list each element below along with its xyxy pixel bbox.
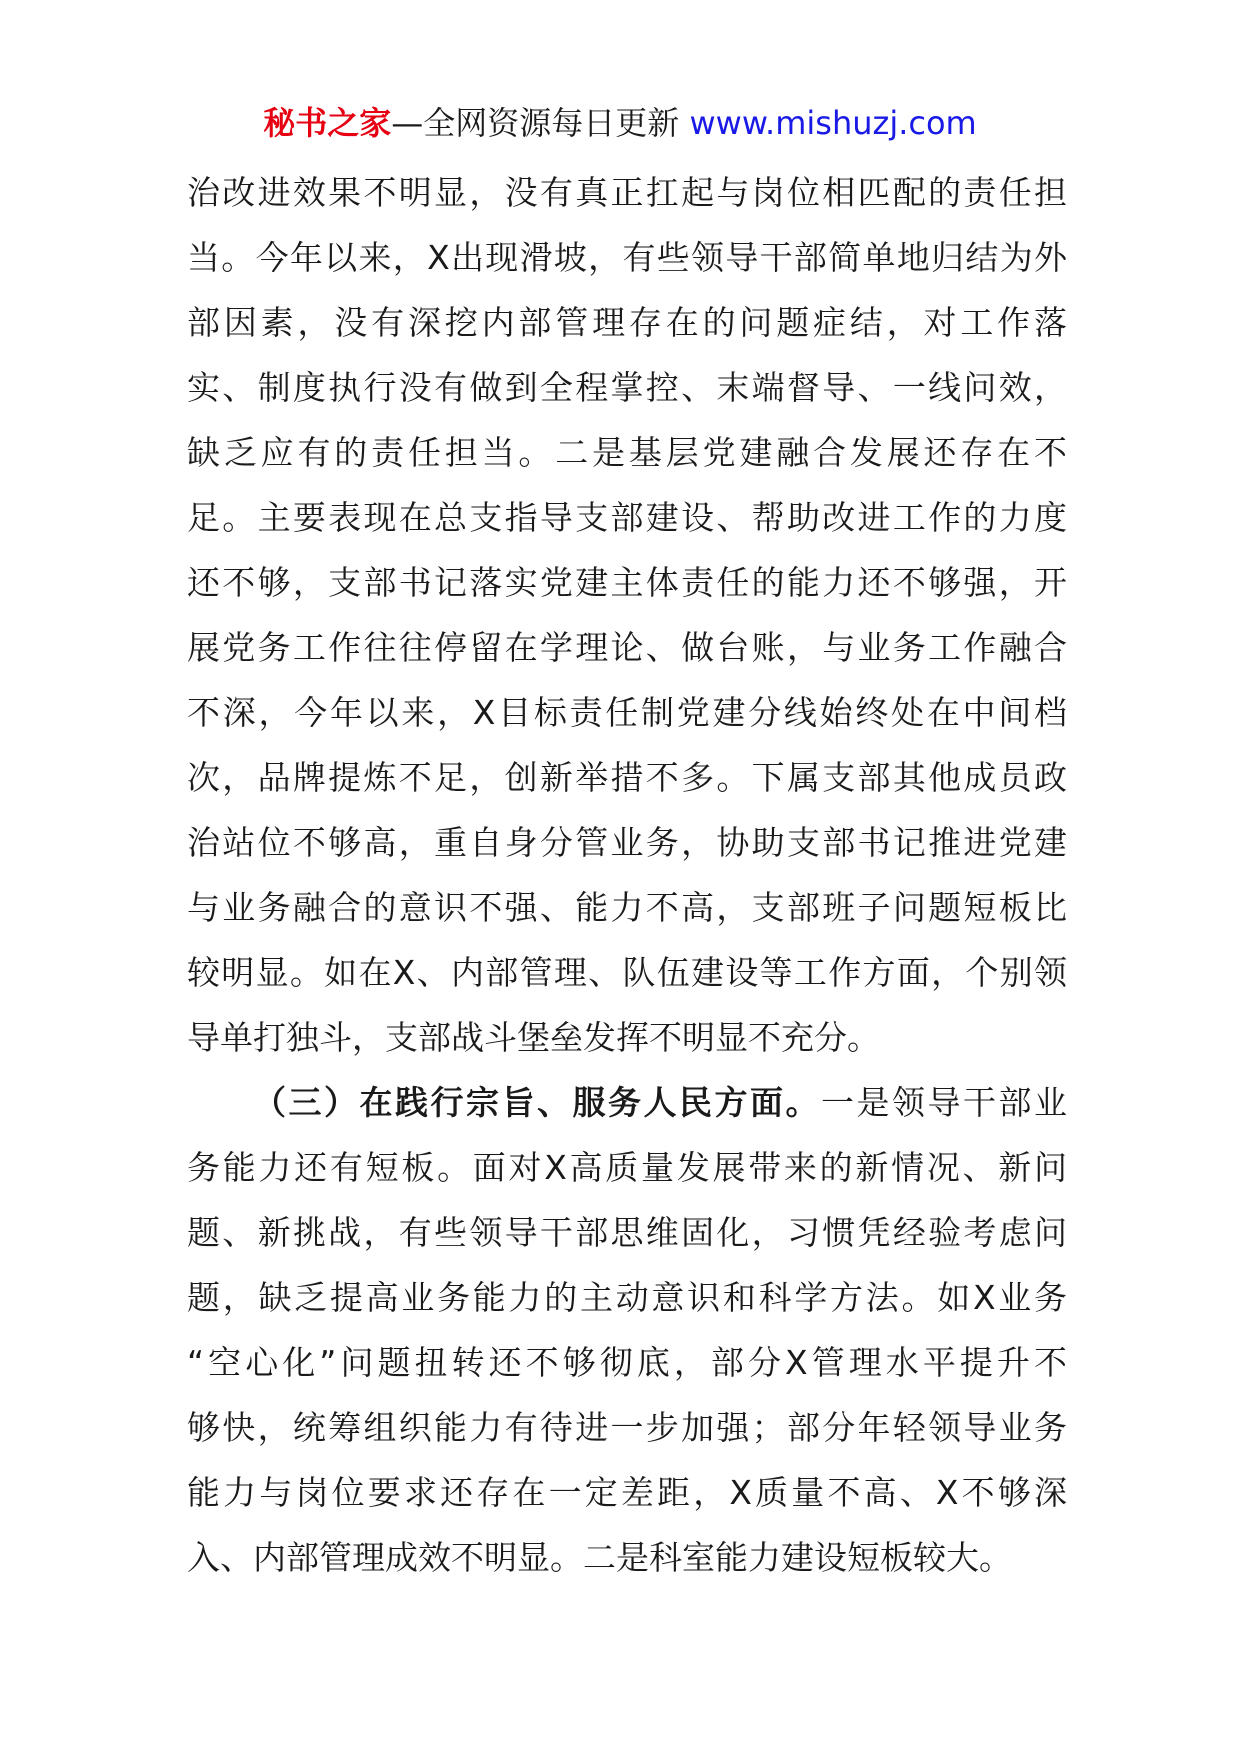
- text-line: 导单打独斗，支部战斗堡垒发挥不明显不充分。: [187, 1018, 880, 1057]
- text-line: 能力与岗位要求还存在一定差距，X质量不高、X不够深: [187, 1473, 1067, 1512]
- document-body: [187, 160, 1067, 1590]
- text-line: 足。主要表现在总支指导支部建设、帮助改进工作的力度: [187, 498, 1067, 537]
- text-line: 展党务工作往往停留在学理论、做台账，与业务工作融合: [187, 628, 1067, 667]
- text-line: 与业务融合的意识不强、能力不高，支部班子问题短板比: [187, 888, 1067, 927]
- text-line: 缺乏应有的责任担当。二是基层党建融合发展还存在不: [187, 433, 1067, 472]
- text-line: 实、制度执行没有做到全程掌控、末端督导、一线问效，: [187, 368, 1067, 407]
- text-line: 次，品牌提炼不足，创新举措不多。下属支部其他成员政: [187, 758, 1067, 797]
- section-heading: （三）在践行宗旨、服务人民方面。: [253, 1083, 821, 1122]
- text-line: 治改进效果不明显，没有真正扛起与岗位相匹配的责任担: [187, 173, 1067, 212]
- text-line: 入、内部管理成效不明显。二是科室能力建设短板较大。: [187, 1538, 1012, 1577]
- text-line: 还不够，支部书记落实党建主体责任的能力还不够强，开: [187, 563, 1067, 602]
- text-line: 当。今年以来，X出现滑坡，有些领导干部简单地归结为外: [187, 238, 1067, 277]
- text-line: 务能力还有短板。面对X高质量发展带来的新情况、新问: [187, 1148, 1067, 1187]
- text-line: “空心化”问题扭转还不够彻底，部分X管理水平提升不: [187, 1343, 1067, 1382]
- text-line: 够快，统筹组织能力有待进一步加强；部分年轻领导业务: [187, 1408, 1067, 1447]
- text-line: 治站位不够高，重自身分管业务，协助支部书记推进党建: [187, 823, 1067, 862]
- paragraph-party-building: [187, 160, 1067, 1070]
- text-line: 部因素，没有深挖内部管理存在的问题症结，对工作落: [187, 303, 1067, 342]
- text-span: 一是领导干部业: [821, 1083, 1067, 1122]
- page-header: [0, 100, 1240, 146]
- site-url-link[interactable]: www.mishuzj.com: [689, 104, 977, 142]
- text-line: 题、新挑战，有些领导干部思维固化，习惯凭经验考虑问: [187, 1213, 1067, 1252]
- paragraph-serving-people: [187, 1070, 1067, 1590]
- text-line: 题，缺乏提高业务能力的主动意识和科学方法。如X业务: [187, 1278, 1067, 1317]
- text-line: 较明显。如在X、内部管理、队伍建设等工作方面，个别领: [187, 953, 1067, 992]
- site-name: 秘书之家: [263, 104, 392, 142]
- site-slogan: —全网资源每日更新: [391, 104, 680, 142]
- section-heading-line: [187, 1070, 1067, 1135]
- text-line: 不深，今年以来，X目标责任制党建分线始终处在中间档: [187, 693, 1067, 732]
